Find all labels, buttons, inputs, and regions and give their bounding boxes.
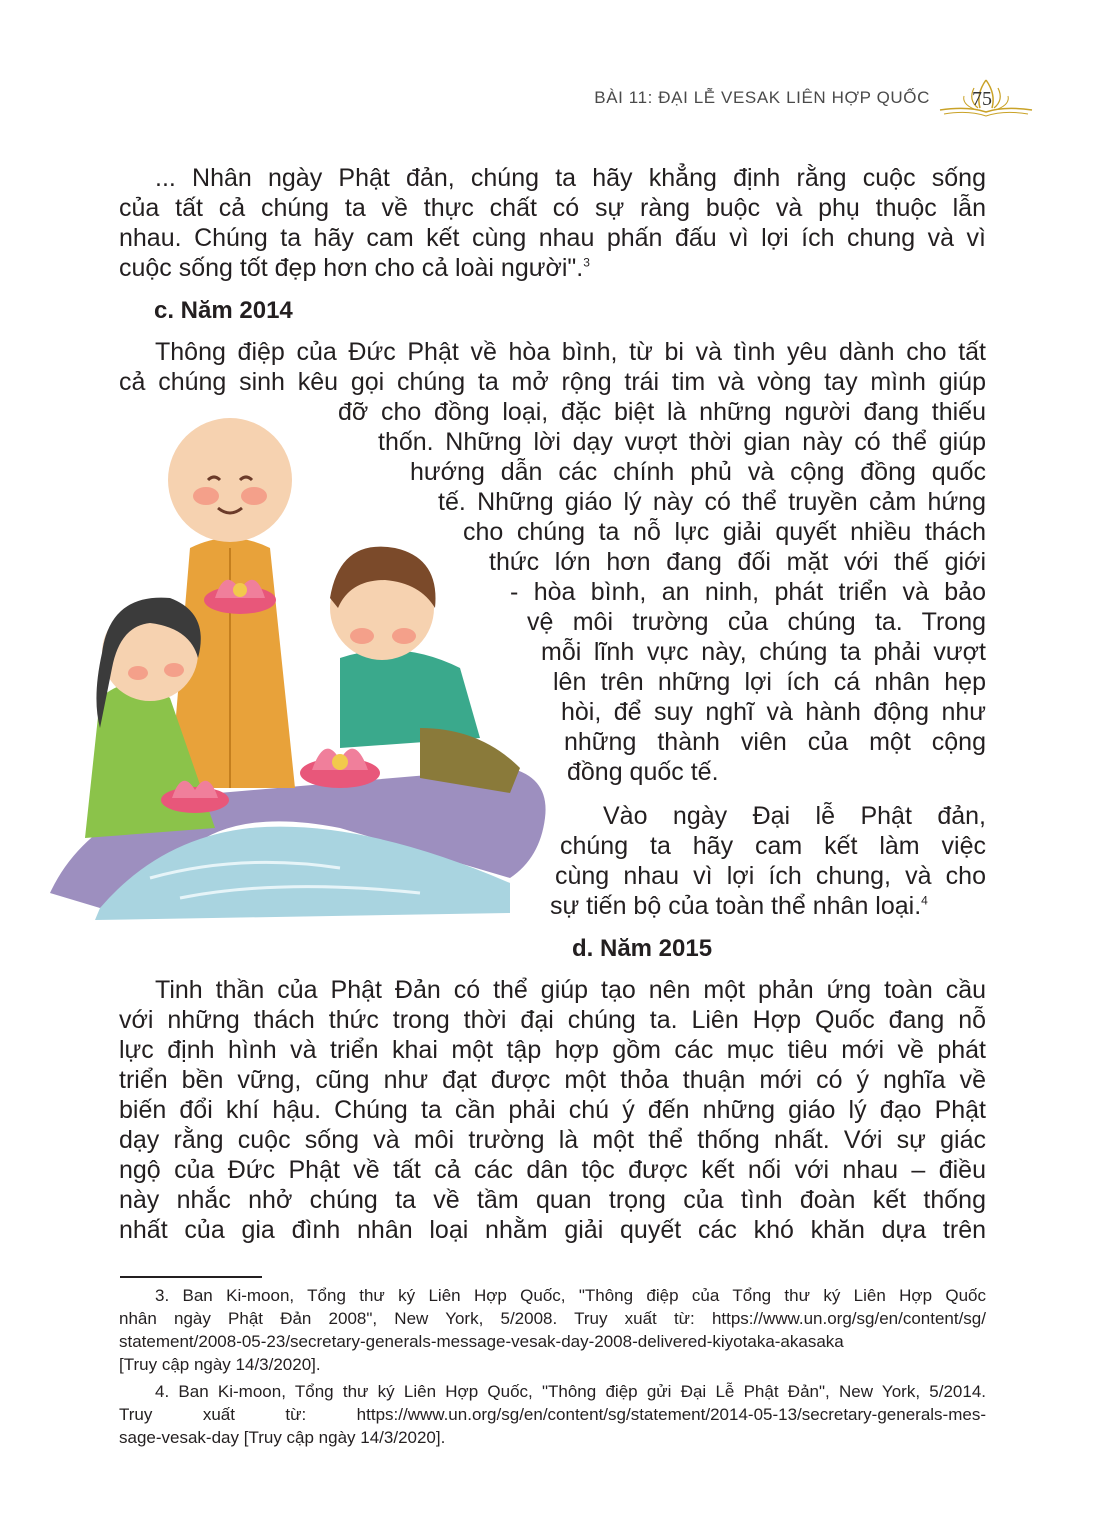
lotus-flower: [300, 749, 380, 788]
body-line: Thông điệp của Đức Phật về hòa bình, từ bi và tình yêu dành cho tất: [155, 338, 986, 366]
body-line: chúng ta hãy cam kết làm việc: [560, 832, 986, 860]
body-line: sự tiến bộ của toàn thể nhân loại.$^4$: [550, 892, 928, 920]
footnote-line: sage-vesak-day [Truy cập ngày 14/3/2020].: [119, 1428, 446, 1447]
body-line: hòi, để suy nghĩ và hành động như: [561, 698, 986, 726]
footnote-line: [Truy cập ngày 14/3/2020].: [119, 1355, 321, 1374]
body-line: Tinh thần của Phật Đản có thể giúp tạo nên một phản ứng toàn cầu: [155, 976, 986, 1004]
body-line: cả chúng sinh kêu gọi chúng ta mở rộng trái tim và vòng tay mình giúp: [119, 368, 986, 396]
section-heading-2015: d. Năm 2015: [572, 935, 713, 962]
body-line: với những thách thức trong thời đại chúng ta. Liên Hợp Quốc đang nỗ: [119, 1006, 986, 1034]
page-number: 75: [972, 88, 992, 110]
body-line: lực định hình và triển khai một tập hợp gồm các mục tiêu mới về phát: [119, 1036, 986, 1064]
footnote-line: 4. Ban Ki-moon, Tổng thư ký Liên Hợp Quốc, "Thông điệp gửi Đại Lễ Phật Đản", New York, 5/2014.: [155, 1382, 986, 1401]
footnote-divider: [120, 1276, 262, 1278]
body-line: nhau. Chúng ta hãy cam kết cùng nhau phấn đấu vì lợi ích chung và vì: [119, 224, 986, 252]
lotus-page-badge: [938, 76, 1034, 120]
monk-head: [168, 418, 292, 542]
body-line: này nhắc nhở chúng ta về tầm quan trọng của tình đoàn kết thống: [119, 1186, 986, 1214]
body-line: vệ môi trường của chúng ta. Trong: [527, 608, 986, 636]
footnote-line: 3. Ban Ki-moon, Tổng thư ký Liên Hợp Quốc, "Thông điệp của Tổng thư ký Liên Hợp Quốc: [155, 1286, 986, 1305]
body-line: cùng nhau vì lợi ích chung, và cho: [555, 862, 986, 890]
page-header: [594, 76, 1034, 120]
body-line: đồng quốc tế.: [567, 758, 719, 786]
footnote-line: statement/2008-05-23/secretary-generals-message-vesak-day-2008-delivered-kiyotaka-akasaka: [119, 1332, 844, 1351]
footnote-line: Truy xuất từ: https://www.un.org/sg/en/content/sg/statement/2014-05-13/secretary-generals-mes-: [119, 1405, 986, 1424]
body-line: biến đổi khí hậu. Chúng ta cần phải chú ý đến những giáo lý đạo Phật: [119, 1096, 986, 1124]
body-line: cuộc sống tốt đẹp hơn cho cả loài người".$^3$: [119, 254, 590, 282]
body-line: những thành viên của một cộng: [564, 728, 986, 756]
footnote-ref: 3: [583, 255, 590, 270]
body-line: của tất cả chúng ta về thực chất có sự ràng buộc và phụ thuộc lẫn: [119, 194, 986, 222]
body-line: tế. Những giáo lý này có thể truyền cảm hứng: [438, 488, 986, 516]
body-line: - hòa bình, an ninh, phát triển và bảo: [510, 578, 986, 606]
footnote-line: nhân ngày Phật Đản 2008", New York, 5/2008. Truy xuất từ: https://www.un.org/sg/en/content/sg/: [119, 1309, 986, 1328]
body-line: ngộ của Đức Phật về tất cả các dân tộc được kết nối với nhau – điều: [119, 1156, 986, 1184]
body-line: Vào ngày Đại lễ Phật đản,: [603, 802, 986, 830]
body-line: mỗi lĩnh vực này, chúng ta phải vượt: [541, 638, 986, 666]
body-line: thốn. Những lời dạy vượt thời gian này có thể giúp: [378, 428, 986, 456]
body-line: ... Nhân ngày Phật đản, chúng ta hãy khẳng định rằng cuộc sống: [155, 164, 986, 192]
body-line: hướng dẫn các chính phủ và cộng đồng quốc: [410, 458, 986, 486]
body-line: nhất của gia đình nhân loại nhằm giải quyết các khó khăn dựa trên: [119, 1216, 986, 1244]
body-line: đỡ cho đồng loại, đặc biệt là những người đang thiếu: [338, 398, 986, 426]
body-line: triển bền vững, cũng như đạt được một thỏa thuận mới có ý nghĩa về: [119, 1066, 986, 1094]
body-line: lên trên những lợi ích cá nhân hẹp: [553, 668, 986, 696]
section-heading-2014: c. Năm 2014: [154, 297, 293, 324]
body-line: dạy rằng cuộc sống và môi trường là một thể thống nhất. Với sự giác: [119, 1126, 986, 1154]
body-line: cho chúng ta nỗ lực giải quyết nhiều thách: [463, 518, 986, 546]
chapter-title: BÀI 11: ĐẠI LỄ VESAK LIÊN HỢP QUỐC: [594, 88, 930, 107]
footnote-ref: 4: [921, 893, 928, 908]
body-line: thức lớn hơn đang đối mặt với thế giới: [489, 548, 986, 576]
monk-children-lotus-illustration: [40, 408, 552, 938]
